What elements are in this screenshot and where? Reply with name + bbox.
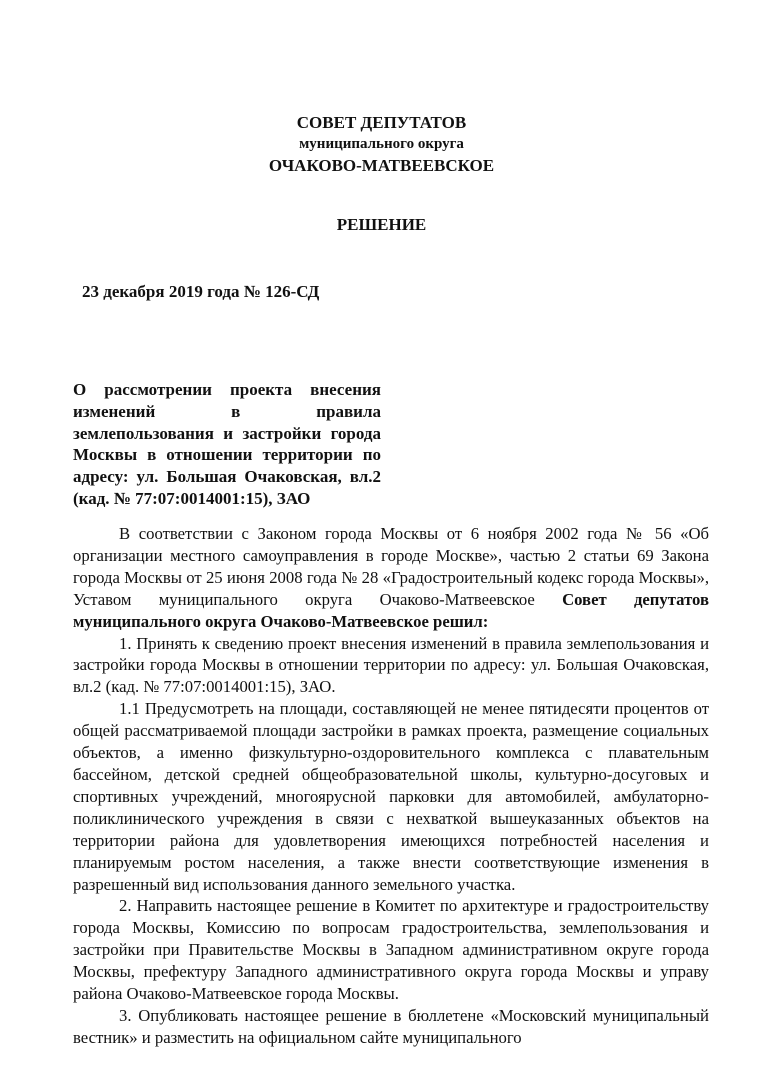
decision-body <box>73 523 709 1049</box>
decision-subject: О рассмотрении проекта внесения изменений в правила землепользования и застройки города Москвы в отношении территории по адресу: ул. Большая Очаковская, вл.2 (кад. № 77:07:0014001:15), ЗАО <box>73 380 381 508</box>
preamble-text: В соответствии с Законом города Москвы от 6 ноября 2002 года № 56 «Об организации местного самоуправления в городе Москве», частью 2 статьи 69 Закона города Москвы от 25 июня 2008 года № 28 «Градостроительный кодекс города Москвы», Уставом муниципального округа Очаково-Матвеевское <box>73 524 709 609</box>
item-1: 1. Принять к сведению проект внесения изменений в правила землепользования и застройки города Москвы в отношении территории по адресу: ул. Большая Очаковская, вл.2 (кад. № 77:07:0014001:15), ЗАО. <box>73 633 709 697</box>
item-3: 3. Опубликовать настоящее решение в бюллетене «Московский муниципальный вестник» и разместить на официальном сайте муниципального <box>73 1005 709 1047</box>
municipal-subtitle: муниципального округа <box>299 136 464 152</box>
preamble-paragraph <box>73 523 709 633</box>
decision-date-number: 23 декабря 2019 года № 126-СД <box>82 282 320 301</box>
preamble-resolution: Совет депутатов муниципального округа Очаково-Матвеевское решил: <box>73 589 709 631</box>
decision-title: РЕШЕНИЕ <box>336 215 427 234</box>
item-2: 2. Направить настоящее решение в Комитет по архитектуре и градостроительству города Москвы, Комиссию по вопросам градостроительства, землепользования и застройки при Правительстве Москвы в Западном административном округе города Москвы, префектуру Западного административного округа города Москвы и управу района Очаково-Матвеевское города Москвы. <box>73 896 709 1004</box>
council-title: СОВЕТ ДЕПУТАТОВ <box>296 113 467 132</box>
item-1-1: 1.1 Предусмотреть на площади, составляющей не менее пятидесяти процентов от общей рассматриваемой площади застройки в рамках проекта, размещение социальных объектов, а именно физкультурно-оздоровительного комплекса с плавательным бассейном, детской средней общеобразовательной школы, культурно-досуговых и спортивных учреждений, многоярусной парковки для автомобилей, амбулаторно-поликлинического учреждения в связи с нехваткой вышеуказанных объектов на территории района для удовлетворения имеющихся потребностей населения и планируемым ростом населения, а также внести соответствующие изменения в разрешенный вид использования данного земельного участка. <box>73 699 709 894</box>
district-title: ОЧАКОВО-МАТВЕЕВСКОЕ <box>268 156 495 175</box>
